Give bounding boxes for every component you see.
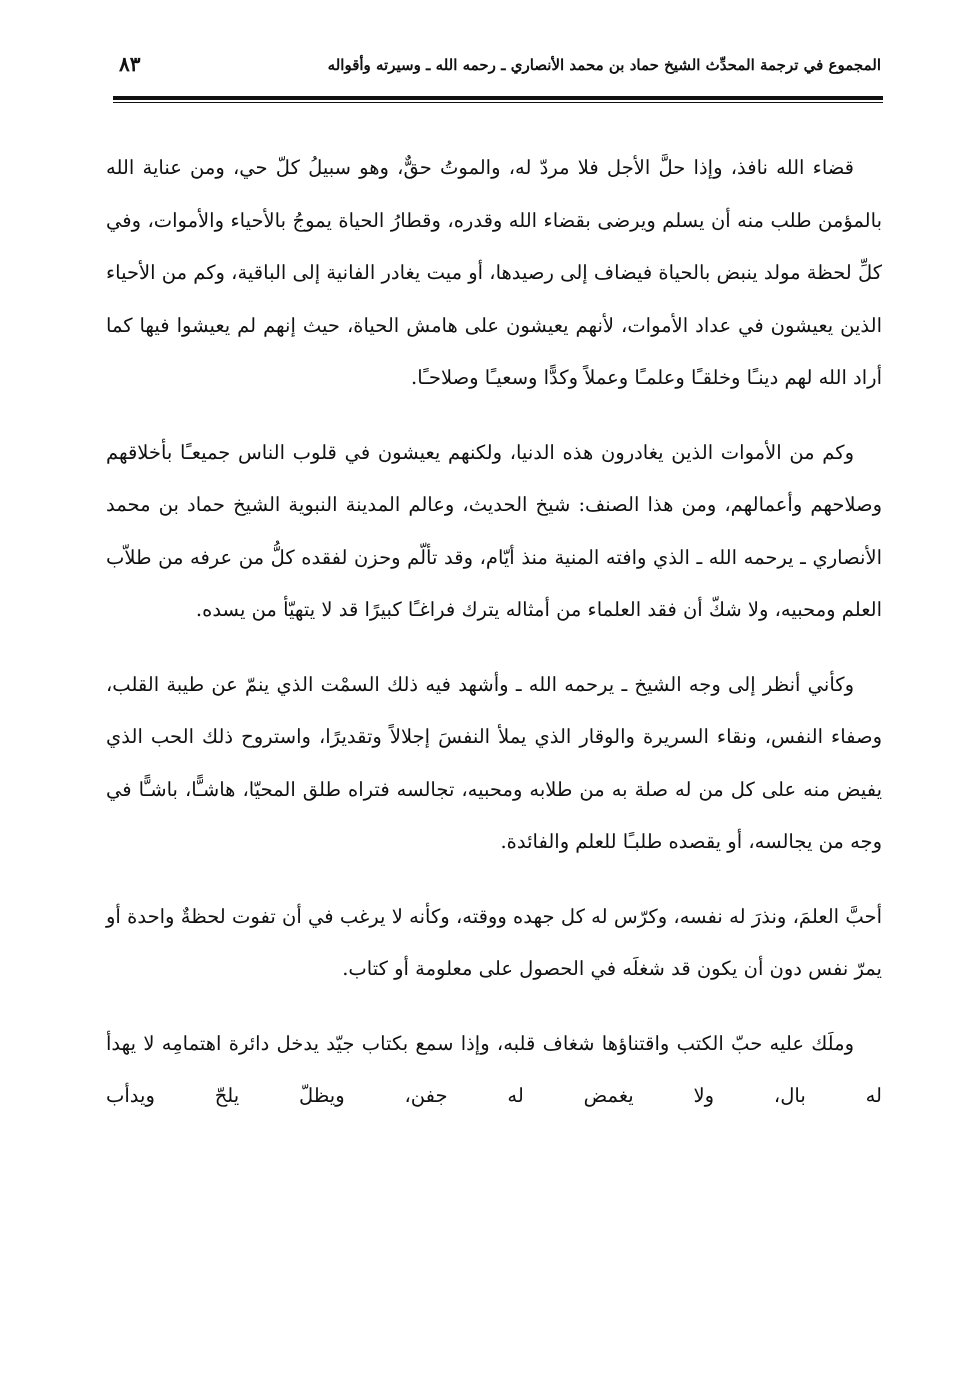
header-rule-thin xyxy=(113,102,883,103)
paragraph-4: أحبَّ العلمَ، ونذرَ له نفسه، وكرّس له كل جهده ووقته، وكأنه لا يرغب في أن تفوت لحظةٌ واحدة أو يمرّ نفس دون أن يكون قد شغلَه في الحصول على معلومة أو كتاب. xyxy=(106,904,882,980)
header-rule-thick xyxy=(113,96,883,100)
body-text xyxy=(106,142,882,1145)
paragraph-2: وكم من الأموات الذين يغادرون هذه الدنيا، ولكنهم يعيشون في قلوب الناس جميعـًا بأخلاقهم وصلاحهم وأعمالهم، ومن هذا الصنف: شيخ الحديث، وعالم المدينة النبوية الشيخ حماد بن محمد الأنصاري ـ يرحمه الله ـ الذي وافته المنية منذ أيّام، وقد تألّم وحزن لفقده كلُّ من عرفه من طلاّب العلم ومحبيه، ولا شكّ أن فقد العلماء من أمثاله يترك فراغـًا كبيرًا قد لا يتهيّأ من يسده. xyxy=(106,440,882,621)
paragraph-3: وكأني أنظر إلى وجه الشيخ ـ يرحمه الله ـ وأشهد فيه ذلك السمْت الذي ينمّ عن طيبة القلب، وصفاء النفس، ونقاء السريرة والوقار الذي يملأ النفسَ إجلالاً وتقديرًا، واستروح ذلك الحب الذي يفيض منه على كل من له صلة به من طلابه ومحبيه، تجالسه فتراه طلق المحيّا، هاشـًّا، باشـًّا في وجه من يجالسه، أو يقصده طلبـًا للعلم والفائدة. xyxy=(106,672,882,853)
running-header xyxy=(113,52,881,88)
paragraph-5: وملَك عليه حبّ الكتب واقتناؤها شغاف قلبه، وإذا سمع بكتاب جيّد يدخل دائرة اهتمامِه لا يهدأ له بال، ولا يغمض له جفن، ويظلّ يلحّ ويدأب xyxy=(106,1031,882,1107)
paragraph-1: قضاء الله نافذ، وإذا حلَّ الأجل فلا مردّ له، والموتُ حقٌّ، وهو سبيلُ كلّ حي، ومن عناية الله بالمؤمن طلب منه أن يسلم ويرضى بقضاء الله وقدره، وقطارُ الحياة يموجُ بالأحياء والأموات، وفي كلِّ لحظة مولد ينبض بالحياة فيضاف إلى رصيدها، أو ميت يغادر الفانية إلى الباقية، وكم من الأحياء الذين يعيشون في عداد الأموات، لأنهم يعيشون على هامش الحياة، حيث إنهم لم يعيشوا فيها كما أراد الله لهم دينـًا وخلقـًا وعلمـًا وعملاً وكدًّا وسعيـًا وصلاحـًا. xyxy=(106,156,882,389)
header-title: المجموع في ترجمة المحدِّث الشيخ حماد بن محمد الأنصاري ـ رحمه الله ـ وسيرته وأقواله xyxy=(327,56,881,74)
page-number: ٨٣ xyxy=(119,52,141,76)
